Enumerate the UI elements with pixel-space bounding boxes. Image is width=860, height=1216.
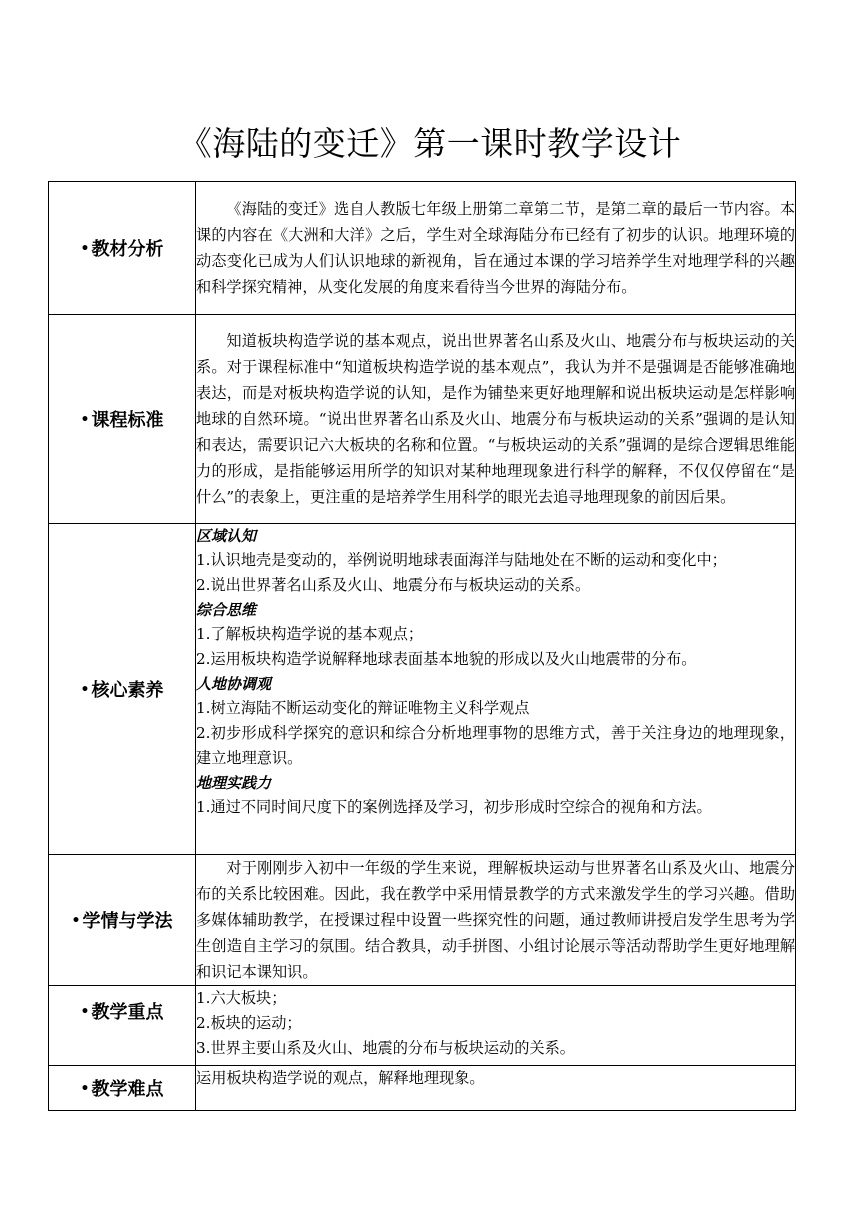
- table-row-learning-situation: [49, 855, 796, 986]
- label-text: 核心素养: [91, 680, 164, 701]
- list-item: 1.树立海陆不断运动变化的辩证唯物主义科学观点: [196, 699, 530, 717]
- bullet-icon: •: [71, 913, 81, 929]
- row-content-teaching-difficulty: [196, 1066, 796, 1111]
- table-row-teaching-focus: [49, 986, 796, 1066]
- bullet-icon: •: [80, 241, 90, 257]
- row-label-teaching-difficulty: [49, 1066, 196, 1111]
- row-label-textbook-analysis: [49, 182, 196, 315]
- bullet-icon: •: [80, 1081, 90, 1097]
- paragraph: 运用板块构造学说的观点，解释地理现象。: [196, 1069, 485, 1087]
- row-content-learning-situation: [196, 855, 796, 986]
- section-heading: 人地协调观: [196, 675, 272, 693]
- section-heading: 区域认知: [196, 527, 257, 545]
- row-label-core-competencies: [49, 524, 196, 855]
- paragraph: 《海陆的变迁》选自人教版七年级上册第二章第二节，是第二章的最后一节内容。本课的内容在《大洲和大洋》之后，学生对全球海陆分布已经有了初步的认识。地理环境的动态变化已成为人们认识地球的新视角，旨在通过本课的学习培养学生对地理学科的兴趣和科学探究精神，从变化发展的角度来看待当今世界的海陆分布。: [196, 200, 795, 296]
- list-item: 3.世界主要山系及火山、地震的分布与板块运动的关系。: [196, 1039, 575, 1057]
- row-content-textbook-analysis: [196, 182, 796, 315]
- paragraph: 对于刚刚步入初中一年级的学生来说，理解板块运动与世界著名山系及火山、地震分布的关系比较困难。因此，我在教学中采用情景教学的方式来激发学生的学习兴趣。借助多媒体辅助教学，在授课过程中设置一些探究性的问题，通过教师讲授启发学生思考为学生创造自主学习的氛围。结合教具，动手拼图、小组讨论展示等活动帮助学生更好地理解和识记本课知识。: [196, 859, 795, 981]
- list-item: 1.通过不同时间尺度下的案例选择及学习，初步形成时空综合的视角和方法。: [196, 798, 712, 816]
- list-item: 1.认识地壳是变动的，举例说明地球表面海洋与陆地处在不断的运动和变化中；: [196, 551, 727, 569]
- label-text: 学情与学法: [82, 911, 173, 932]
- row-content-curriculum-standard: [196, 315, 796, 524]
- document-title: 《海陆的变迁》第一课时教学设计: [178, 124, 682, 163]
- bullet-icon: •: [80, 412, 90, 428]
- list-item: 1.了解板块构造学说的基本观点；: [196, 625, 424, 643]
- bullet-icon: •: [80, 682, 90, 698]
- row-label-learning-situation: [49, 855, 196, 986]
- list-item: 1.六大板块；: [196, 989, 287, 1007]
- label-text: 教学重点: [91, 1002, 164, 1023]
- table-row-teaching-difficulty: [49, 1066, 796, 1111]
- row-label-curriculum-standard: [49, 315, 196, 524]
- table-row-core-competencies: [49, 524, 796, 855]
- section-heading: 地理实践力: [196, 774, 272, 792]
- row-content-core-competencies: [196, 524, 796, 855]
- label-text: 教学难点: [91, 1079, 164, 1100]
- bullet-icon: •: [80, 1004, 90, 1020]
- label-text: 课程标准: [91, 410, 164, 431]
- label-text: 教材分析: [91, 239, 164, 260]
- section-heading: 综合思维: [196, 601, 257, 619]
- table-row-curriculum-standard: [49, 315, 796, 524]
- list-item: 2.说出世界著名山系及火山、地震分布与板块运动的关系。: [196, 576, 591, 594]
- lesson-plan-table: [48, 181, 796, 1111]
- list-item: 2.板块的运动；: [196, 1014, 302, 1032]
- list-item: 2.初步形成科学探究的意识和综合分析地理事物的思维方式，善于关注身边的地理现象，建立地理意识。: [196, 724, 795, 767]
- table-row-textbook-analysis: [49, 182, 796, 315]
- row-content-teaching-focus: [196, 986, 796, 1066]
- paragraph: 知道板块构造学说的基本观点，说出世界著名山系及火山、地震分布与板块运动的关系。对于课程标准中“知道板块构造学说的基本观点”，我认为并不是强调是否能够准确地表达，而是对板块构造学说的认知，是作为铺垫来更好地理解和说出板块运动是怎样影响地球的自然环境。“说出世界著名山系及火山、地震分布与板块运动的关系”强调的是认知和表达，需要识记六大板块的名称和位置。“与板块运动的关系”强调的是综合逻辑思维能力的形成，是指能够运用所学的知识对某种地理现象进行科学的解释，不仅仅停留在“是什么”的表象上，更注重的是培养学生用科学的眼光去追寻地理现象的前因后果。: [196, 332, 795, 506]
- list-item: 2.运用板块构造学说解释地球表面基本地貌的形成以及火山地震带的分布。: [196, 650, 697, 668]
- row-label-teaching-focus: [49, 986, 196, 1066]
